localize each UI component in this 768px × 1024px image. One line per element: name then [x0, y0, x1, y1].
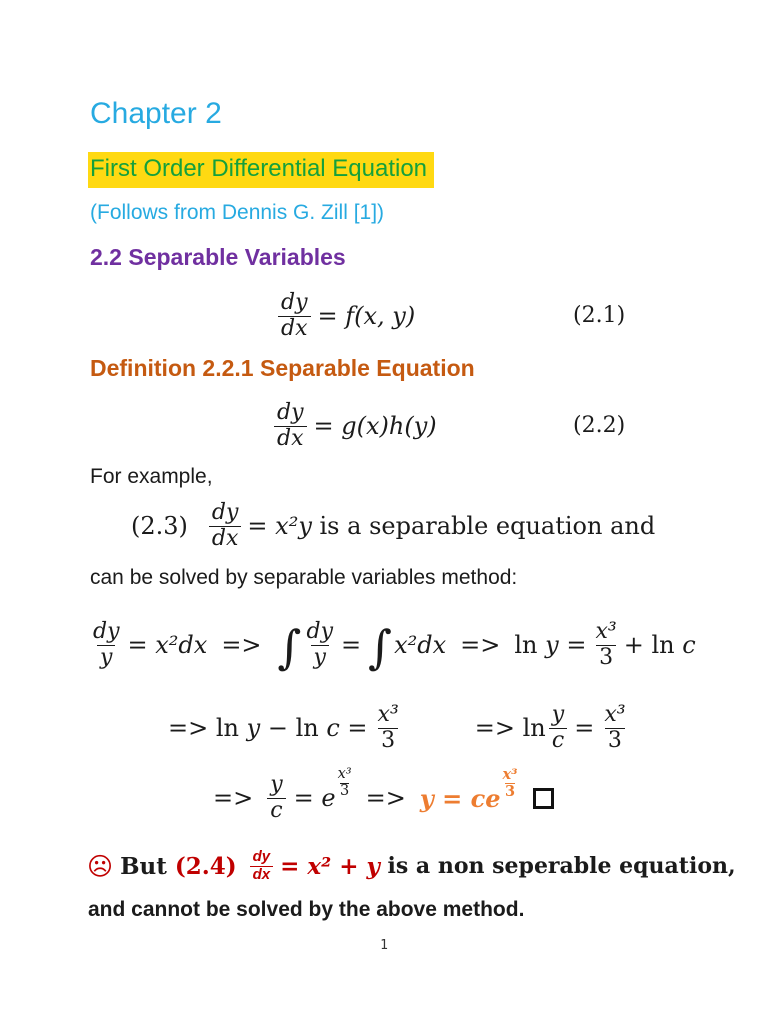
ln-operator: ln — [522, 714, 546, 742]
definition-heading — [90, 355, 475, 382]
fraction-x3-3 — [592, 620, 619, 670]
plus-sign: + — [623, 631, 652, 659]
step-x2dx: = x²dx — [127, 631, 208, 659]
fraction-numerator: x³ — [377, 701, 399, 727]
fraction-dy-dx — [278, 291, 311, 341]
fraction-numerator: dy — [277, 399, 304, 425]
equals-sign: = — [341, 631, 362, 659]
equation-2-1 — [278, 284, 415, 348]
implies-arrow: => — [168, 714, 216, 742]
source-note — [90, 201, 384, 225]
solve-note — [90, 566, 517, 590]
equation-2-3-number: (2.3) — [131, 512, 188, 540]
fraction-y-c — [267, 773, 285, 823]
implies-arrow: => — [365, 784, 406, 812]
var-c: c — [682, 631, 696, 659]
fraction-dy-dx — [209, 501, 242, 551]
for-example-label: For example, — [90, 465, 213, 488]
equation-2-4-number: (2.4) — [174, 852, 237, 880]
fraction-denominator: y — [97, 645, 115, 671]
fraction-numerator: y — [551, 701, 565, 727]
fraction-numerator: dy — [93, 618, 120, 644]
chapter-title-text: Chapter 2 — [90, 97, 222, 130]
integral-sign: ∫ — [277, 619, 302, 674]
fraction-x3-3 — [375, 703, 402, 753]
document-title-text: First Order Differential Equation — [88, 152, 434, 188]
fraction-denominator: dx — [274, 426, 307, 452]
fraction-numerator: dy — [281, 289, 308, 315]
implies-arrow: => — [213, 784, 254, 812]
fraction-numerator: x³ — [595, 618, 617, 644]
exponent-fraction-x3-3 — [338, 767, 352, 800]
equals-sign: = — [558, 631, 587, 659]
equals-sign: = — [293, 784, 322, 812]
fraction-x3-3 — [601, 703, 628, 753]
equation-2-3-rhs: = x²y — [247, 512, 312, 540]
fraction-denominator: dx — [278, 316, 311, 342]
equation-2-2 — [274, 394, 437, 458]
fraction-numerator: y — [270, 771, 283, 797]
minus-sign: − — [260, 714, 296, 742]
chapter-title — [90, 97, 222, 131]
fraction-numerator: dy — [252, 847, 271, 865]
derivation-line-2 — [168, 690, 629, 766]
definition-heading-text: Definition 2.2.1 Separable Equation — [90, 355, 475, 381]
fraction-denominator: 3 — [339, 782, 350, 799]
fraction-denominator: 3 — [596, 645, 616, 671]
equation-2-1-rhs: = f(x, y) — [317, 302, 416, 330]
var-y: y — [246, 714, 261, 742]
section-heading — [90, 244, 346, 271]
sad-face-icon: ☹ — [87, 851, 114, 881]
equation-2-3-tail: is a separable equation and — [311, 512, 656, 540]
qed-box — [533, 788, 554, 809]
derivation-line-3 — [213, 766, 554, 830]
fraction-denominator: y — [311, 645, 329, 671]
source-note-text: (Follows from Dennis G. Zill [1]) — [90, 201, 385, 224]
implies-arrow: => — [460, 631, 501, 659]
var-y: y — [545, 631, 559, 659]
equation-2-4-rhs: = x² + y — [280, 852, 380, 880]
solve-note-text: can be solved by separable variables method: — [90, 566, 518, 589]
equation-2-2-rhs: = g(x)h(y) — [313, 412, 437, 440]
ln-operator: ln — [295, 714, 327, 742]
fraction-numerator: dy — [306, 618, 334, 644]
but-label: But — [120, 852, 175, 880]
fraction-denominator: 3 — [504, 782, 516, 800]
fraction-numerator: x³ — [502, 765, 518, 783]
var-e: e — [321, 784, 336, 812]
derivation-line-1 — [90, 604, 696, 686]
equation-2-1-number: (2.1) — [573, 303, 626, 328]
fraction-y-c — [549, 703, 567, 753]
fraction-denominator: 3 — [605, 728, 625, 754]
implies-arrow: => — [474, 714, 523, 742]
integral-sign: ∫ — [368, 619, 393, 674]
section-heading-text: 2.2 Separable Variables — [90, 244, 346, 270]
remark-line — [87, 841, 736, 891]
ln-operator: ln — [651, 631, 683, 659]
remark-line-2-text: and cannot be solved by the above method. — [88, 898, 525, 921]
fraction-numerator: x³ — [337, 765, 352, 782]
implies-arrow: => — [221, 631, 262, 659]
fraction-dy-dx — [250, 849, 274, 884]
fraction-dy-y — [304, 620, 337, 670]
ln-operator: ln — [215, 714, 247, 742]
fraction-denominator: dx — [250, 866, 274, 884]
fraction-numerator: x³ — [604, 701, 626, 727]
step-x2dx: x²dx — [394, 631, 447, 659]
exponent-fraction-x3-3 — [502, 767, 517, 800]
ln-operator: ln — [514, 631, 546, 659]
page-number: 1 — [380, 938, 388, 953]
fraction-denominator: dx — [209, 526, 242, 552]
var-c: c — [326, 714, 340, 742]
equation-2-3 — [131, 494, 655, 558]
fraction-denominator: c — [549, 728, 567, 754]
fraction-dy-dx — [274, 401, 307, 451]
remark-line-2 — [88, 898, 524, 922]
fraction-dy-y — [90, 620, 123, 670]
equals-sign: = — [339, 714, 368, 742]
document-title — [88, 152, 434, 188]
fraction-denominator: c — [267, 798, 285, 824]
remark-tail-text: is a non seperable equation, — [379, 853, 736, 879]
equals-sign: = — [574, 714, 595, 742]
fraction-numerator: dy — [211, 499, 239, 525]
fraction-denominator: 3 — [378, 728, 398, 754]
for-example-text — [90, 465, 213, 489]
solution-result: y = ce — [419, 783, 501, 813]
equation-2-2-number: (2.2) — [573, 413, 626, 438]
